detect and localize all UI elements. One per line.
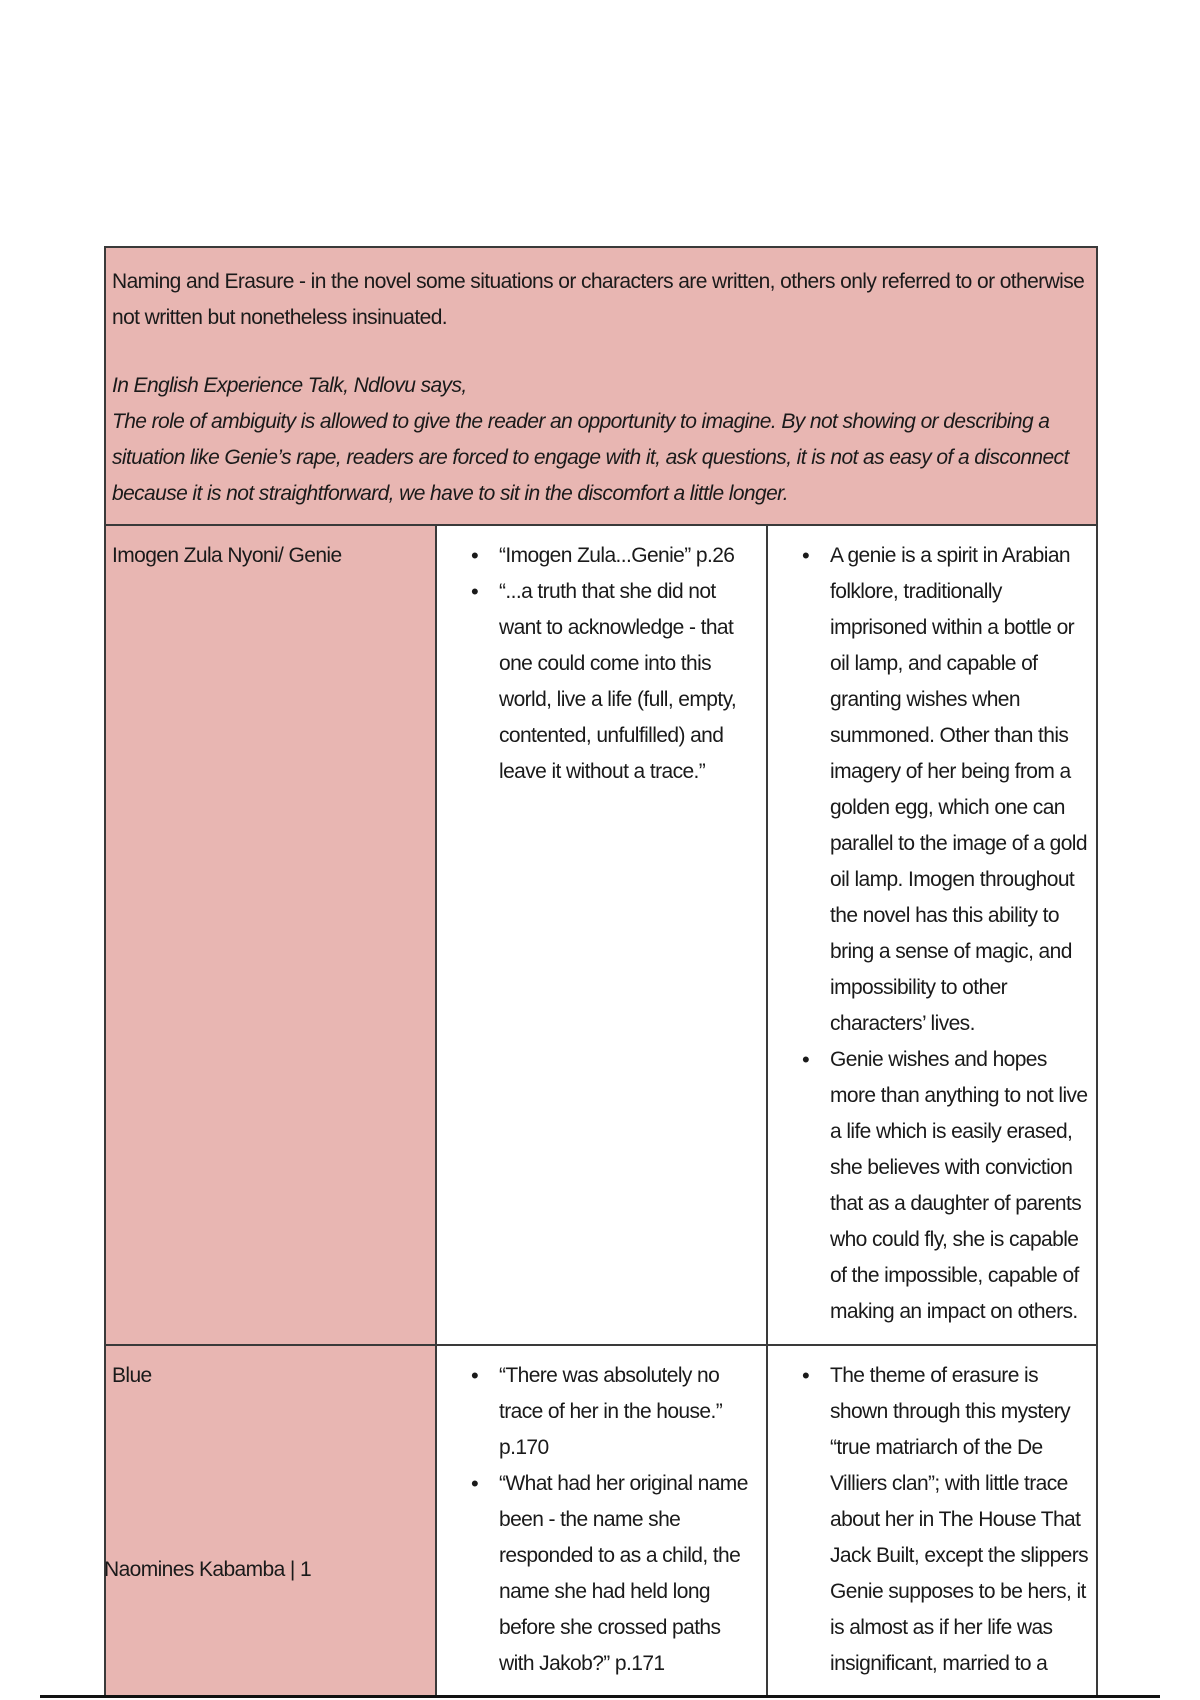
list-item: • “Imogen Zula...Genie” p.26 (499, 538, 760, 574)
list-item: • The theme of erasure is shown through this mystery “true matriarch of the De Villiers clan”; with little trace about her in The House That Jack Built, except the slippers Genie supposes to be hers, it is almost as if her life was insignificant, married to a (830, 1358, 1090, 1682)
quotes-list (443, 1358, 760, 1682)
list-item: • “...a truth that she did not want to acknowledge - that one could come into this world, live a life (full, empty, contented, unfulfilled) and leave it without a trace.” (499, 574, 760, 790)
table-row (105, 525, 1097, 1345)
theme-header-cell (105, 247, 1097, 525)
list-item: • A genie is a spirit in Arabian folklore, traditionally imprisoned within a bottle or oil lamp, and capable of granting wishes when summoned. Other than this imagery of her being from a golden egg, which one can parallel to the image of a gold oil lamp. Imogen throughout the novel has this ability to bring a sense of magic, and impossibility to other characters’ lives. (830, 538, 1090, 1042)
quote-lead: In English Experience Talk, Ndlovu says, (112, 374, 467, 397)
list-item: • “There was absolutely no trace of her in the house.” p.170 (499, 1358, 760, 1466)
quotes-cell (436, 1345, 767, 1697)
analysis-list (774, 1358, 1090, 1682)
quotes-list (443, 538, 760, 790)
analysis-cell (767, 525, 1097, 1345)
list-item: • “What had her original name been - the name she responded to as a child, the name she had held long before she crossed paths with Jakob?” p.171 (499, 1466, 760, 1682)
list-item: • Genie wishes and hopes more than anything to not live a life which is easily erased, she believes with conviction that as a daughter of parents who could fly, she is capable of the impossible, capable of making an impact on others. (830, 1042, 1090, 1330)
table-header-row (105, 247, 1097, 525)
character-name-cell: Blue (105, 1345, 436, 1697)
table-row (105, 1345, 1097, 1697)
analysis-table (104, 246, 1098, 1698)
page-footer: Naomines Kabamba | 1 (104, 1558, 312, 1581)
quotes-cell (436, 525, 767, 1345)
quote-body: The role of ambiguity is allowed to give the reader an opportunity to imagine. By not showing or describing a situation like Genie’s rape, readers are forced to engage with it, ask questions, it is not as easy of a disconnect because it is not straightforward, we have to sit in the discomfort a little longer. (112, 410, 1069, 505)
ndlovu-quote (112, 368, 1090, 512)
page-divider (40, 1695, 1160, 1698)
theme-intro-text: Naming and Erasure - in the novel some situations or characters are written, others only referred to or otherwise not written but nonetheless insinuated. (112, 270, 1085, 329)
analysis-list (774, 538, 1090, 1330)
character-name-cell: Imogen Zula Nyoni/ Genie (105, 525, 436, 1345)
analysis-cell (767, 1345, 1097, 1697)
